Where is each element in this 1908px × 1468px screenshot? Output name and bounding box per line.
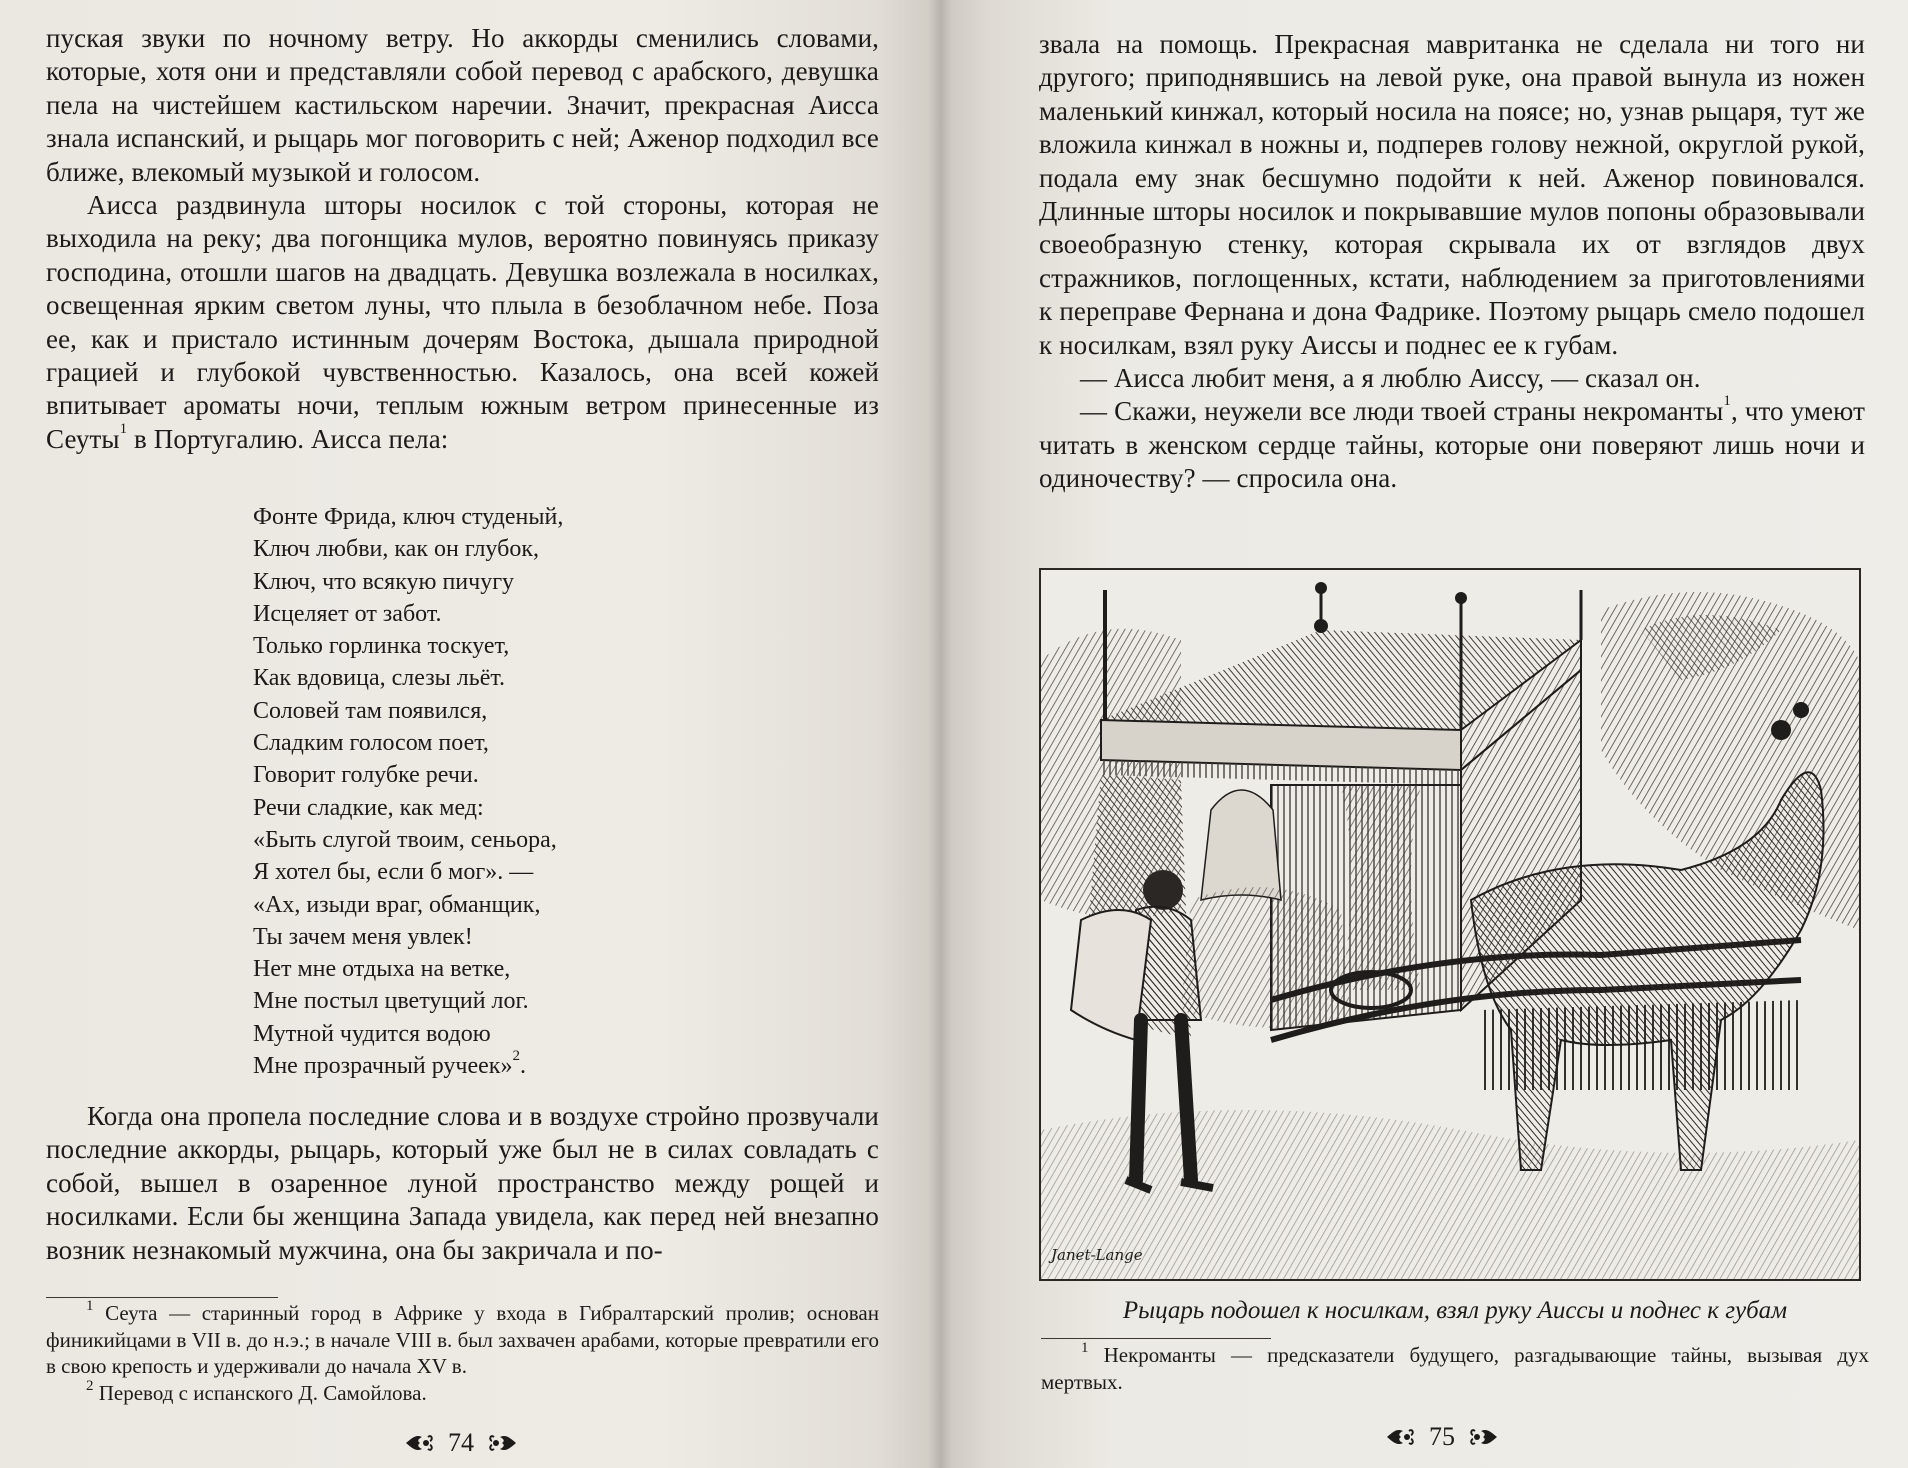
footnote-ref-1-right: 1 [1723, 393, 1731, 410]
poem-line: Как вдовица, слезы льёт. [253, 665, 506, 692]
illustration-signature: Janet-Lange [1051, 1246, 1143, 1264]
left-paragraph-1: пуская звуки по ночному ветру. Но аккорды сменились словами, которые, хотя они и представляли собой перевод с арабского, девушка пела на чистейшем кастильском наречии. Значит, прекрасная Аисса знала испанский, и рыцарь мог поговорить с ней; Аженор подходил все ближе, влекомый музыкой и голосом. [46, 23, 879, 187]
poem-line: Сладким голосом поет, [253, 730, 489, 757]
poem-end: . [519, 1053, 526, 1080]
footnote-1 [46, 1300, 879, 1380]
poem-line: Мне постыл цветущий лог. [253, 988, 529, 1015]
right-paragraph-3-tail: , что умеют читать в женском сердце тайны, которые они поверяют лишь ночи и одиночеству? — спросила она. [1039, 396, 1865, 494]
footnote-mark: 1 [1081, 1340, 1089, 1356]
poem-line: Мутной чудится водою [253, 1020, 491, 1047]
fleuron-left-icon [1385, 1422, 1415, 1452]
poem-line: Говорит голубке речи. [253, 762, 479, 789]
poem-line: Исцеляет от забот. [253, 600, 442, 627]
footnote-right-1 [1041, 1342, 1869, 1395]
footnote-rule-right [1041, 1338, 1271, 1339]
poem-line: Ключ любви, как он глубок, [253, 536, 539, 563]
left-paragraph-2-text: Аисса раздвинула шторы носилок с той стороны, которая не выходила на реку; два погонщика мулов, вероятно повинуясь приказу господина, отошли шагов на двадцать. Девушка возлежала в носилках, освещенная ярким светом луны, что плыла в безоблачном небе. Поза ее, как и пристало истинным дочерям Востока, дышала природной грацией и глубокой чувственностью. Казалось, она всей кожей впитывает ароматы ночи, теплым южным ветром принесенные из Сеуты [46, 190, 879, 454]
poem-line: Нет мне отдыха на ветке, [253, 956, 511, 983]
fleuron-right-icon [1469, 1422, 1499, 1452]
book-gutter [928, 0, 952, 1468]
footnote-mark: 2 [86, 1377, 94, 1394]
poem-line: Речи сладкие, как мед: [253, 794, 484, 821]
left-footnotes [46, 1300, 879, 1406]
footnote-mark: 1 [86, 1298, 94, 1314]
right-paragraph-2: — Аисса любит меня, а я люблю Аиссу, — сказал он. [1080, 363, 1701, 394]
footnote-right-1-text: Некроманты — предсказатели будущего, разгадывающие тайны, вызывая дух мертвых. [1041, 1343, 1869, 1394]
left-body-text [46, 22, 879, 456]
right-paragraph-3 [1039, 395, 1865, 495]
right-paragraph-1: звала на помощь. Прекрасная мавританка не сделала ни того ни другого; приподнявшись на левой руке, она правой вынула из ножен маленький кинжал, который носила на поясе; но, узнав рыцаря, тут же вложила кинжал в ножны и, подперев голову нежной, округлой рукой, подала ему знак бесшумно подойти к ней. Аженор повиновался. Длинные шторы носилок и покрывавшие мулов попоны образовывали своеобразную стенку, которая скрывала их от взглядов двух стражников, поглощенных, кстати, наблюдением за приготовлениями к переправе Фернана и дона Фадрике. Поэтому рыцарь смело подошел к носилкам, взял руку Аиссы и поднес ее к губам. [1039, 29, 1865, 360]
poem-line: «Быть слугой твоим, сеньора, [253, 826, 557, 853]
poem-line: «Ах, изыди враг, обманщик, [253, 891, 541, 918]
poem-line: Ты зачем меня увлек! [253, 923, 473, 950]
page-number-74: 74 [448, 1428, 474, 1457]
left-body-text-2 [46, 1100, 879, 1267]
poem-line: Я хотел бы, если б мог». — [253, 859, 534, 886]
page-number-left [404, 1426, 518, 1460]
footnote-rule-left [46, 1297, 278, 1298]
fleuron-left-icon [404, 1428, 434, 1458]
page-number-right [1385, 1420, 1499, 1454]
poem [253, 501, 753, 1082]
page-number-75: 75 [1429, 1422, 1455, 1451]
footnote-ref-1: 1 [119, 420, 128, 437]
left-paragraph-2 [46, 189, 879, 456]
right-paragraph-3-head: — Скажи, неужели все люди твоей страны некроманты [1080, 396, 1724, 427]
footnote-2-text: Перевод с испанского Д. Самойлова. [93, 1380, 427, 1405]
poem-line: Фонте Фрида, ключ студеный, [253, 504, 564, 530]
footnote-1-text: Сеута — старинный город в Африке у входа в Гибралтарский пролив; основан финикийцами в VII в. до н.э.; в начале VIII в. был захвачен арабами, которые превратили его в свою крепость и удерживали до начала XV в. [46, 1301, 879, 1378]
left-paragraph-2-tail: в Португалию. Аисса пела: [127, 423, 449, 454]
left-paragraph-3: Когда она пропела последние слова и в воздухе стройно прозвучали последние аккорды, рыцарь, который уже был не в силах совладать с собой, вышел в озаренное луной пространство между рощей и носилками. Если бы женщина Запада увидела, как перед ней внезапно возник незнакомый мужчина, она бы закричала и по- [46, 1101, 879, 1265]
footnote-ref-2: 2 [512, 1048, 520, 1065]
poem-line: Соловей там появился, [253, 697, 488, 724]
poem-line: Ключ, что всякую пичугу [253, 568, 515, 595]
poem-line: Только горлинка тоскует, [253, 633, 510, 660]
right-body-text [1039, 28, 1865, 496]
illustration-caption: Рыцарь подошел к носилкам, взял руку Аиссы и поднес к губам [1122, 1297, 1788, 1324]
poem-line: Мне прозрачный ручеек» [253, 1053, 513, 1080]
engraving-illustration [1039, 568, 1861, 1281]
fleuron-right-icon [488, 1428, 518, 1458]
right-footnotes [1041, 1342, 1869, 1395]
poem-last-line [253, 1050, 753, 1082]
footnote-2 [46, 1377, 879, 1407]
